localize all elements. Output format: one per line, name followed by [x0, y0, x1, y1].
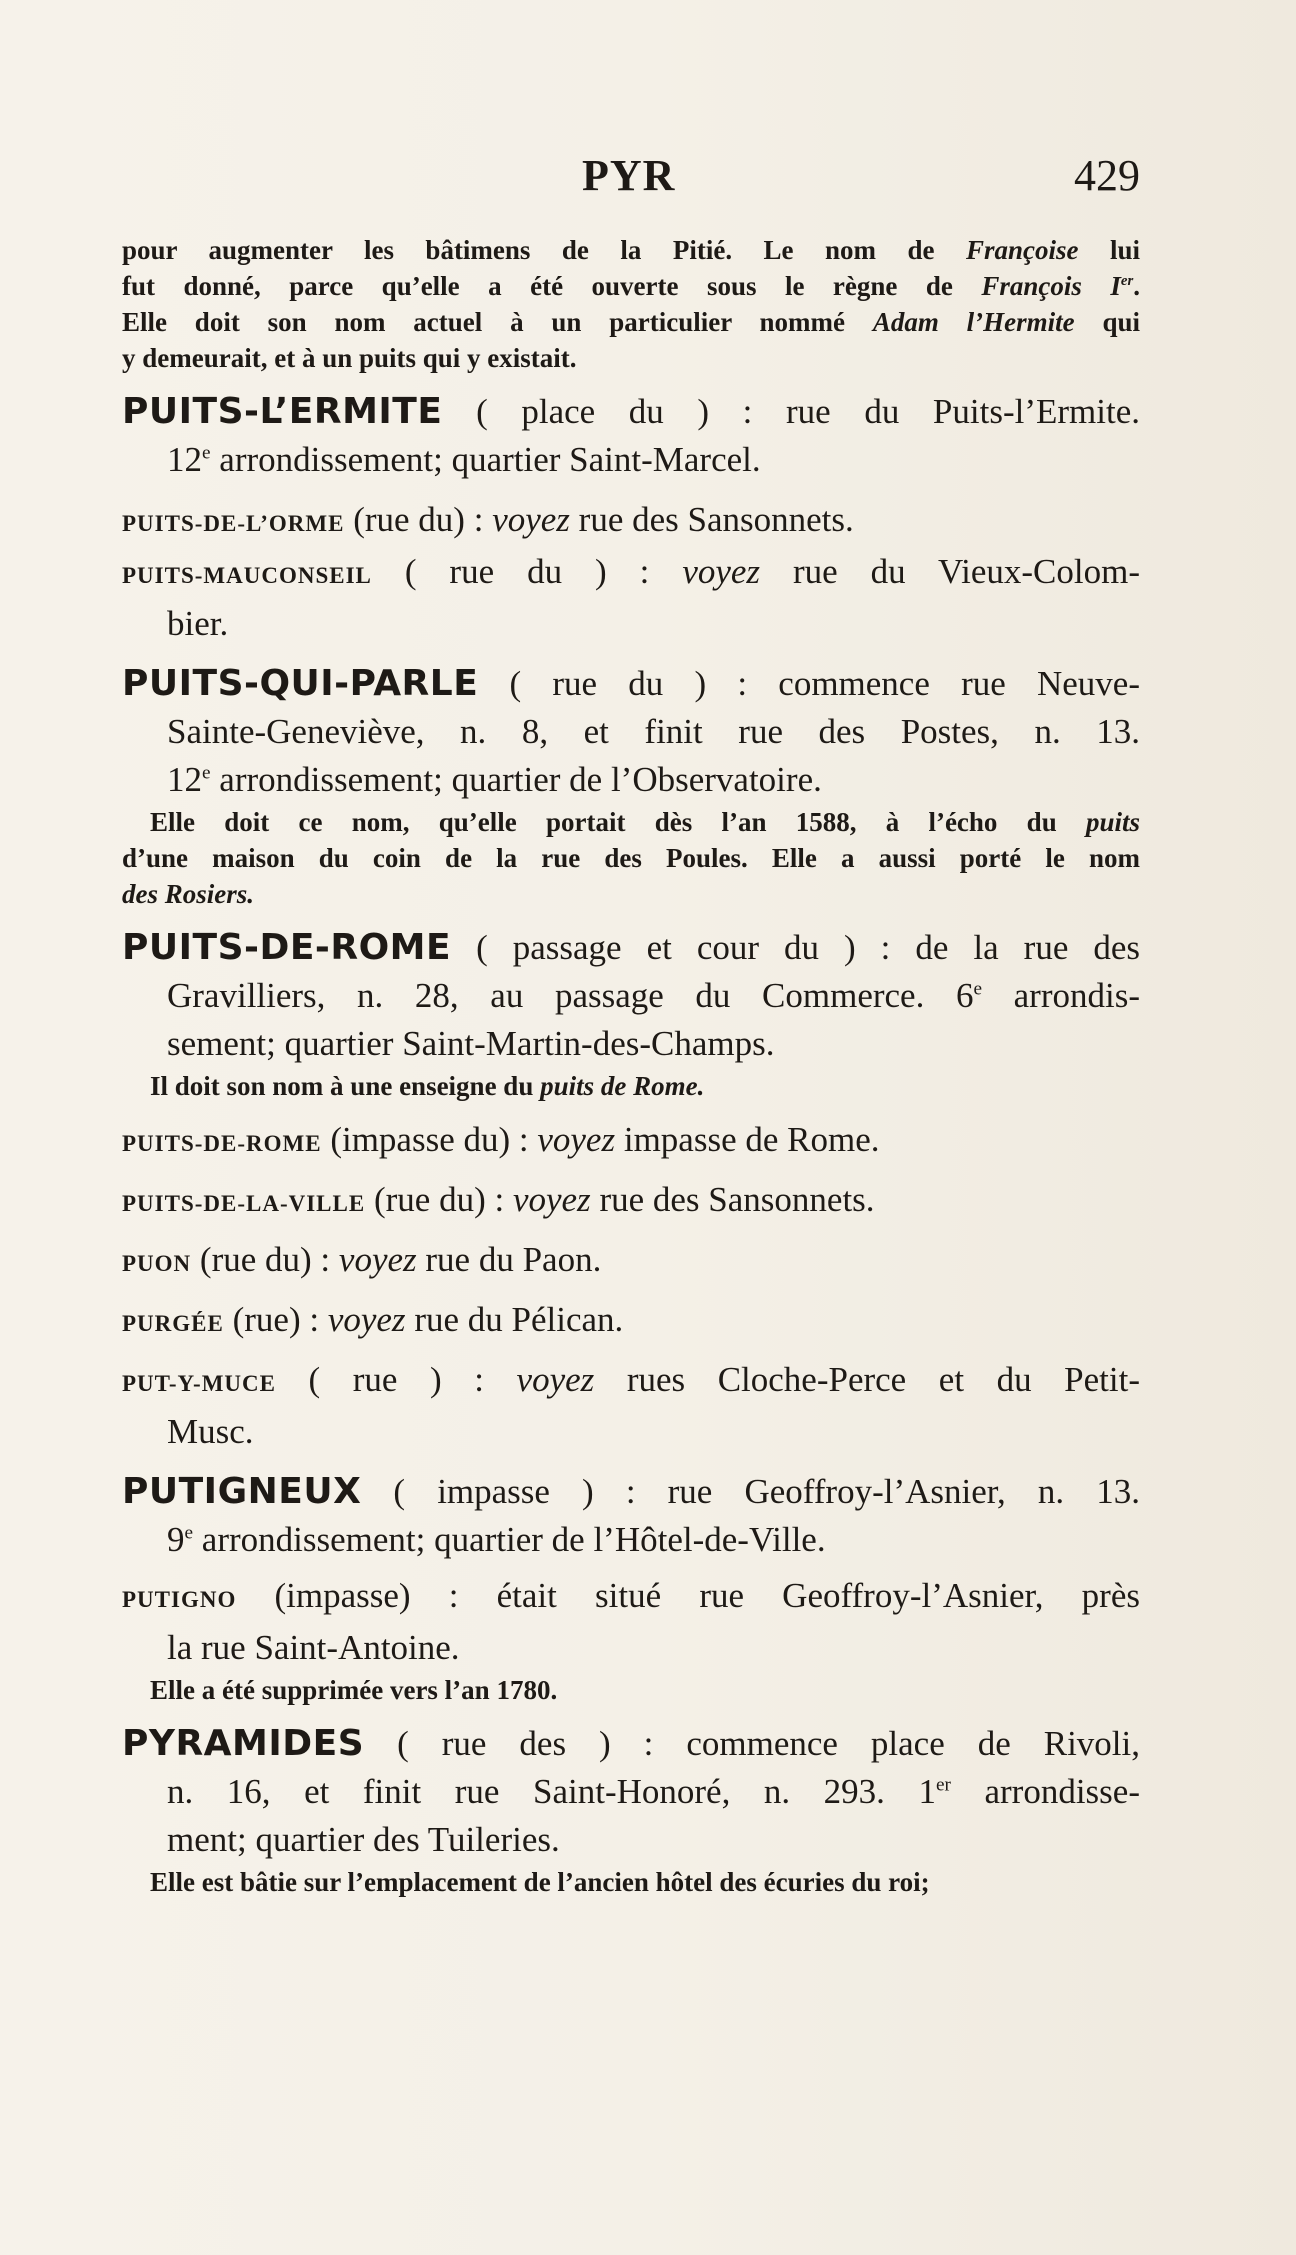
entry-note: Elle doit ce nom, qu’elle portait dès l’an 1588, à l’écho du puits d’une maison du coin de la rue des Poules. Elle a aussi porté le nom des Rosiers. — [122, 807, 1140, 909]
entry-note: Elle a été supprimée vers l’an 1780. — [150, 1675, 558, 1705]
entry-puits-de-la-ville: PUITS-DE-LA-VILLE (rue du) : voyez rue des Sansonnets. — [122, 1180, 875, 1219]
entry-putigneux: PUTIGNEUX ( impasse ) : rue Geoffroy-l’Asnier, n. 13. 9e arrondissement; quartier de l’Hôtel-de-Ville. — [122, 1471, 1140, 1559]
entry-headword: PUITS-DE-ROME — [122, 1131, 322, 1156]
entry-headword: PUTIGNO — [122, 1587, 237, 1612]
entry-headword: PYRAMIDES — [122, 1723, 365, 1764]
entry-purgee: PURGÉE (rue) : voyez rue du Pélican. — [122, 1300, 624, 1339]
entry-puits-qui-parle: PUITS-QUI-PARLE ( rue du ) : commence rue Neuve- Sainte-Geneviève, n. 8, et finit rue des Postes, n. 13. 12e arrondissement; quartier de l’Observatoire. — [122, 663, 1140, 799]
entry-puits-de-lorme: PUITS-DE-L’ORME (rue du) : voyez rue des Sansonnets. — [122, 500, 854, 539]
running-head: PYR — [582, 151, 676, 200]
entry-headword: PUITS-QUI-PARLE — [122, 663, 479, 704]
note-line: fut donné, parce qu’elle a été ouverte sous le règne de François Ier. — [122, 271, 1140, 301]
entry-pyramides: PYRAMIDES ( rue des ) : commence place de Rivoli, n. 16, et finit rue Saint-Honoré, n. 293. 1er arrondisse- ment; quartier des Tuileries. — [122, 1723, 1140, 1859]
entry-puits-mauconseil: PUITS-MAUCONSEIL ( rue du ) : voyez rue du Vieux-Colom- bier. — [122, 552, 1140, 643]
entry-headword: PUITS-DE-LA-VILLE — [122, 1191, 366, 1216]
page-number: 429 — [1074, 151, 1140, 200]
entry-putigno: PUTIGNO (impasse) : était situé rue Geoffroy-l’Asnier, près la rue Saint-Antoine. — [122, 1576, 1140, 1667]
entry-note: Il doit son nom à une enseigne du puits de Rome. — [150, 1071, 705, 1101]
entry-headword: PUITS-DE-L’ORME — [122, 511, 345, 536]
entry-headword: PUT-Y-MUCE — [122, 1371, 276, 1396]
entry-puits-de-rome: PUITS-DE-ROME ( passage et cour du ) : de la rue des Gravilliers, n. 28, au passage du Commerce. 6e arrondis- sement; quartier Saint-Martin-des-Champs. — [122, 927, 1140, 1063]
entry-puon: PUON (rue du) : voyez rue du Paon. — [122, 1240, 602, 1279]
entry-put-y-muce: PUT-Y-MUCE ( rue ) : voyez rues Cloche-Perce et du Petit- Musc. — [122, 1360, 1140, 1451]
entry-headword: PUTIGNEUX — [122, 1471, 362, 1512]
entry-headword: PUITS-MAUCONSEIL — [122, 563, 372, 588]
note-line: y demeurait, et à un puits qui y existait. — [122, 343, 577, 373]
note-line: Elle doit son nom actuel à un particulier nommé Adam l’Hermite qui — [122, 307, 1140, 337]
note-line: pour augmenter les bâtimens de la Pitié. Le nom de Françoise lui — [122, 235, 1140, 265]
dictionary-text — [122, 232, 1140, 1900]
entry-puits-de-rome-impasse: PUITS-DE-ROME (impasse du) : voyez impasse de Rome. — [122, 1120, 880, 1159]
entry-note: Elle est bâtie sur l’emplacement de l’ancien hôtel des écuries du roi; — [150, 1867, 930, 1897]
entry-headword: PURGÉE — [122, 1311, 224, 1336]
continuation-note — [122, 232, 1140, 376]
entry-headword: PUITS-L’ERMITE — [122, 391, 443, 432]
entry-headword: PUON — [122, 1251, 192, 1276]
entry-headword: PUITS-DE-ROME — [122, 927, 452, 968]
entry-puits-lermite: PUITS-L’ERMITE ( place du ) : rue du Puits-l’Ermite. 12e arrondissement; quartier Saint-Marcel. — [122, 391, 1140, 479]
page-header — [122, 150, 1140, 210]
